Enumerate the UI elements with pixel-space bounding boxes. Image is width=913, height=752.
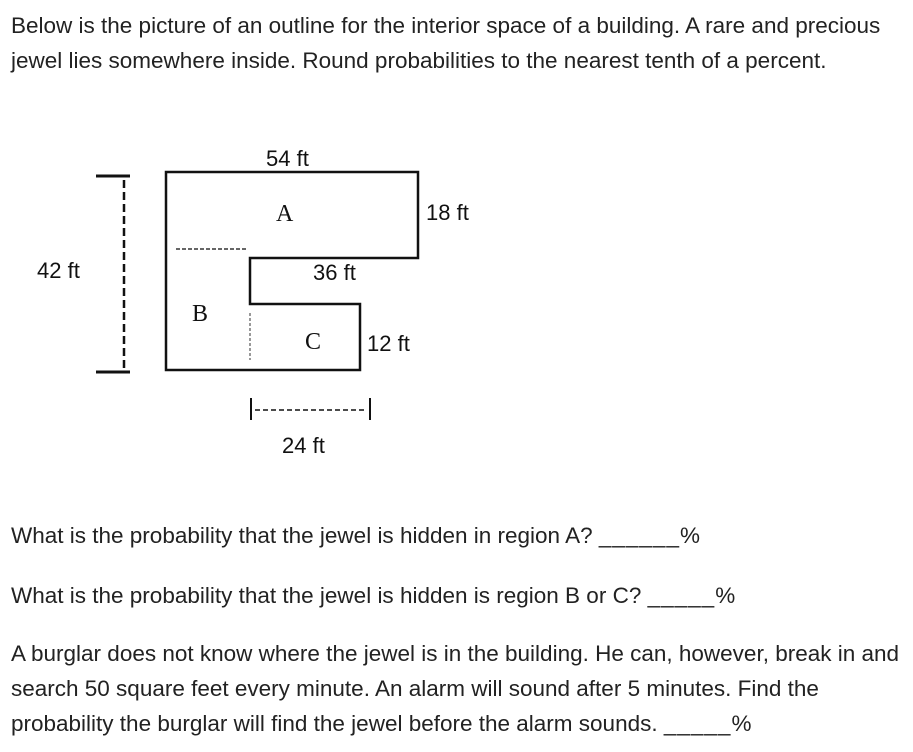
region-c-label: C xyxy=(305,329,322,355)
percent-sign: % xyxy=(679,523,700,548)
question-text: What is the probability that the jewel is hidden in region A? xyxy=(11,523,593,548)
question-text: A burglar does not know where the jewel is in the building. He can, however, break in and search 50 square feet every minute. An alarm will sound after 5 minutes. Find the probability the burglar will find the jewel before the alarm sounds. xyxy=(11,641,900,736)
region-a-label: A xyxy=(276,201,294,227)
question-burglar xyxy=(11,636,906,741)
problem-intro: Below is the picture of an outline for the interior space of a building. A rare and precious jewel lies somewhere inside. Round probabilities to the nearest tenth of a percent. xyxy=(11,13,881,73)
right-height-label: 18 ft xyxy=(426,200,469,225)
question-text: What is the probability that the jewel is hidden is region B or C? xyxy=(11,583,642,608)
answer-blank[interactable]: _____ xyxy=(647,583,716,608)
inner-width-label: 36 ft xyxy=(313,260,356,285)
question-region-a xyxy=(11,518,700,553)
left-height-label: 42 ft xyxy=(37,258,80,283)
answer-blank[interactable]: _____ xyxy=(663,711,732,736)
region-b-label: B xyxy=(192,301,209,327)
top-width-label: 54 ft xyxy=(266,146,309,171)
percent-sign: % xyxy=(731,711,752,736)
bottom-width-label: 24 ft xyxy=(282,433,325,458)
percent-sign: % xyxy=(715,583,736,608)
inner-height-label: 12 ft xyxy=(367,331,410,356)
question-region-b-or-c xyxy=(11,578,735,613)
answer-blank[interactable]: ______ xyxy=(598,523,680,548)
